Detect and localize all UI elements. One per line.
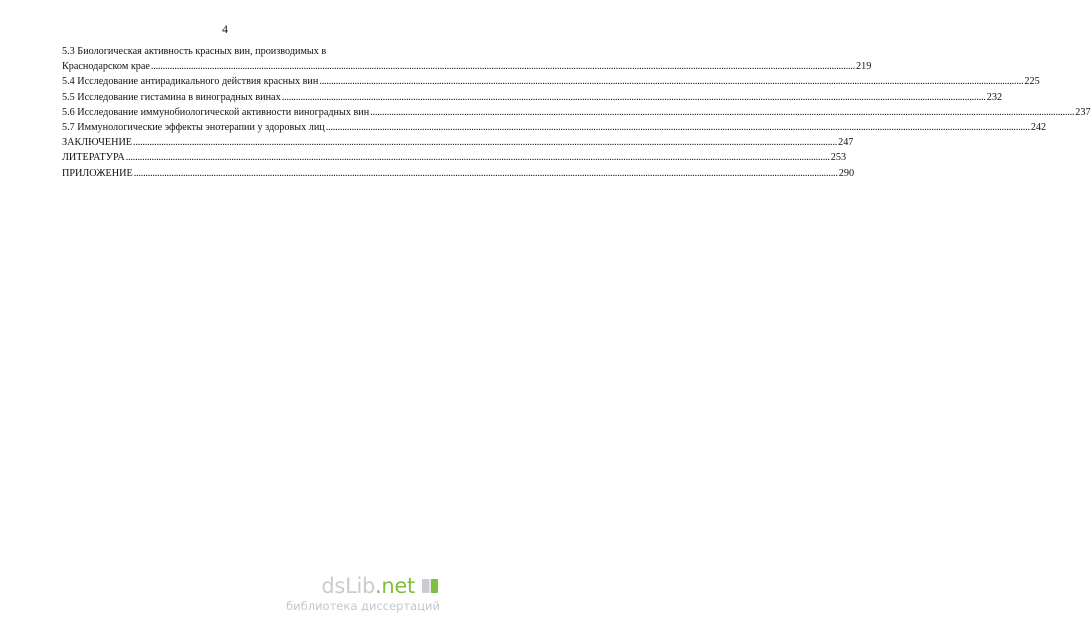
toc-entry-title: ЗАКЛЮЧЕНИЕ: [62, 137, 133, 149]
toc-leader-dots: ............................................................................................................................................................................................................................................................................................................: [319, 76, 1024, 88]
toc-entry-5-3: [62, 44, 872, 74]
watermark-subtitle: библиотека диссертаций: [286, 599, 440, 613]
toc-leader-dots: ............................................................................................................................................................................................................................................................................................................: [281, 91, 986, 103]
toc-entry-page: 225: [1024, 76, 1040, 88]
toc-entry-page: 253: [830, 152, 847, 164]
toc-entry-5-4: [62, 74, 1040, 89]
toc-entry-title-continued: Краснодарском крае: [62, 61, 150, 73]
toc-entry-title: 5.6 Исследование иммунобиологической активности виноградных вин: [62, 106, 370, 118]
toc-leader-dots: ............................................................................................................................................................................................................................................................................................................: [133, 167, 838, 179]
toc-leader-dots: ............................................................................................................................................................................................................................................................................................................: [133, 137, 838, 149]
watermark-name-part1: dsLib: [321, 574, 376, 598]
toc-entry-literature: [62, 150, 847, 165]
toc-entry-page: 232: [986, 91, 1003, 103]
book-icon: [420, 576, 440, 596]
toc-entry-title: ПРИЛОЖЕНИЕ: [62, 167, 133, 179]
watermark-name: [321, 574, 415, 598]
toc-entry-title-line1: [62, 44, 408, 59]
toc-entry-title: 5.3 Биологическая активность красных вин, производимых в: [62, 46, 327, 57]
toc-leader-dots: ............................................................................................................................................................................................................................................................................................................: [370, 106, 1075, 118]
toc-entry-title: ЛИТЕРАТУРА: [62, 152, 125, 164]
toc-entry-5-7: [62, 120, 1047, 135]
toc-entry-page: 237: [1075, 106, 1091, 118]
toc-leader-dots: ............................................................................................................................................................................................................................................................................................................: [150, 61, 855, 73]
watermark-logo: [270, 574, 440, 598]
toc-entry-title: 5.7 Иммунологические эффекты энотерапии у здоровых лиц: [62, 122, 325, 134]
toc-entry-page: 290: [838, 167, 855, 179]
toc-entry-title: 5.5 Исследование гистамина в виноградных винах: [62, 91, 281, 103]
watermark: [270, 574, 440, 613]
toc-entry-appendix: [62, 166, 855, 181]
watermark-name-part2: .net: [375, 574, 415, 598]
table-of-contents: [62, 44, 1091, 181]
toc-entry-5-5: [62, 90, 1003, 105]
toc-entry-page: 219: [856, 61, 872, 73]
toc-entry-title: 5.4 Исследование антирадикального действия красных вин: [62, 76, 319, 88]
toc-entry-5-6: [62, 105, 1091, 120]
toc-leader-dots: ............................................................................................................................................................................................................................................................................................................: [325, 122, 1030, 134]
toc-entry-conclusion: [62, 135, 854, 150]
toc-entry-page: 242: [1030, 122, 1047, 134]
toc-entry-line: [62, 59, 872, 74]
toc-entry-page: 247: [838, 137, 854, 149]
toc-leader-dots: ............................................................................................................................................................................................................................................................................................................: [125, 152, 830, 164]
page-number: 4: [222, 22, 228, 36]
